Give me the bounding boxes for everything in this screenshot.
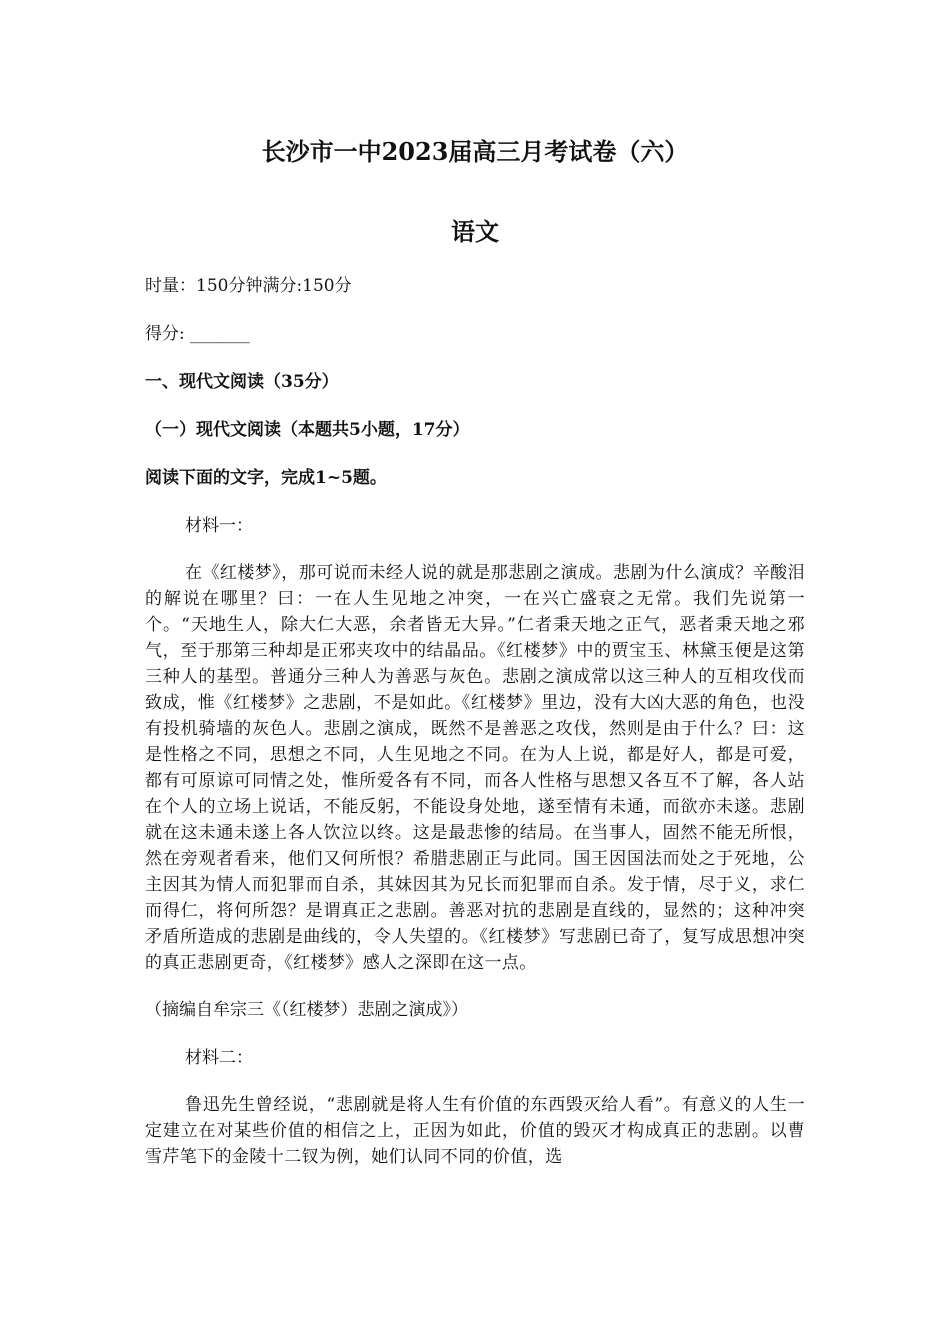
material-one-paragraph: 在《红楼梦》，那可说而未经人说的就是那悲剧之演成。悲剧为什么演成？辛酸泪的解说在哪里？曰：一在人生见地之冲突，一在兴亡盛衰之无常。我们先说第一个。“天地生人，除大仁大恶，余者皆无大异。”仁者秉天地之正气，恶者秉天地之邪气，至于那第三种却是正邪夹攻中的结晶品。《红楼梦》中的贾宝玉、林黛玉便是这第三种人的基型。普通分三种人为善恶与灰色。悲剧之演成常以这三种人的互相攻伐而致成，惟《红楼梦》之悲剧，不是如此。《红楼梦》里边，没有大凶大恶的角色，也没有投机骑墙的灰色人。悲剧之演成，既然不是善恶之攻伐，然则是由于什么？曰：这是性格之不同，思想之不同，人生见地之不同。在为人上说，都是好人，都是可爱，都有可原谅可同情之处，惟所爱各有不同，而各人性格与思想又各互不了解，各人站在个人的立场上说话，不能反躬，不能设身处地，遂至情有未通，而欲亦未遂。悲剧就在这未通未遂上各人饮泣以终。这是最悲惨的结局。在当事人，固然不能无所恨，然在旁观者看来，他们又何所恨？希腊悲剧正与此同。国王因国法而处之于死地，公主因其为情人而犯罪而自杀，其妹因其为兄长而犯罪而自杀。发于情，尽于义，求仁而得仁，将何所怨？是谓真正之悲剧。善恶对抗的悲剧是直线的，显然的；这种冲突矛盾所造成的悲剧是曲线的，令人失望的。《红楼梦》写悲剧已奇了，复写成思想冲突的真正悲剧更奇，《红楼梦》感人之深即在这一点。	[145, 563, 805, 973]
exam-time-line: 时量：150分钟满分:150分	[145, 276, 352, 296]
section-heading-sub-one: （一）现代文阅读（本题共5小题，17分）	[145, 420, 470, 440]
material-one-source: （摘编自牟宗三《（红楼梦）悲剧之演成》）	[145, 1000, 468, 1020]
reading-instruction: 阅读下面的文字，完成1~5题。	[145, 468, 387, 488]
exam-title: 长沙市一中2023届高三月考试卷（六）	[261, 137, 689, 166]
material-two-label: 材料二：	[185, 1048, 253, 1068]
section-heading-part-one: 一、现代文阅读（35分）	[145, 372, 339, 392]
exam-subject: 语文	[451, 217, 499, 246]
material-one-label: 材料一：	[185, 516, 253, 536]
page-content	[145, 130, 805, 1170]
material-two-paragraph: 鲁迅先生曾经说，“悲剧就是将人生有价值的东西毁灭给人看”。有意义的人生一定建立在对某些价值的相信之上，正因为如此，价值的毁灭才构成真正的悲剧。以曹雪芹笔下的金陵十二钗为例，她们认同不同的价值，选	[145, 1095, 805, 1167]
exam-score-line: 得分: _______	[145, 324, 250, 344]
